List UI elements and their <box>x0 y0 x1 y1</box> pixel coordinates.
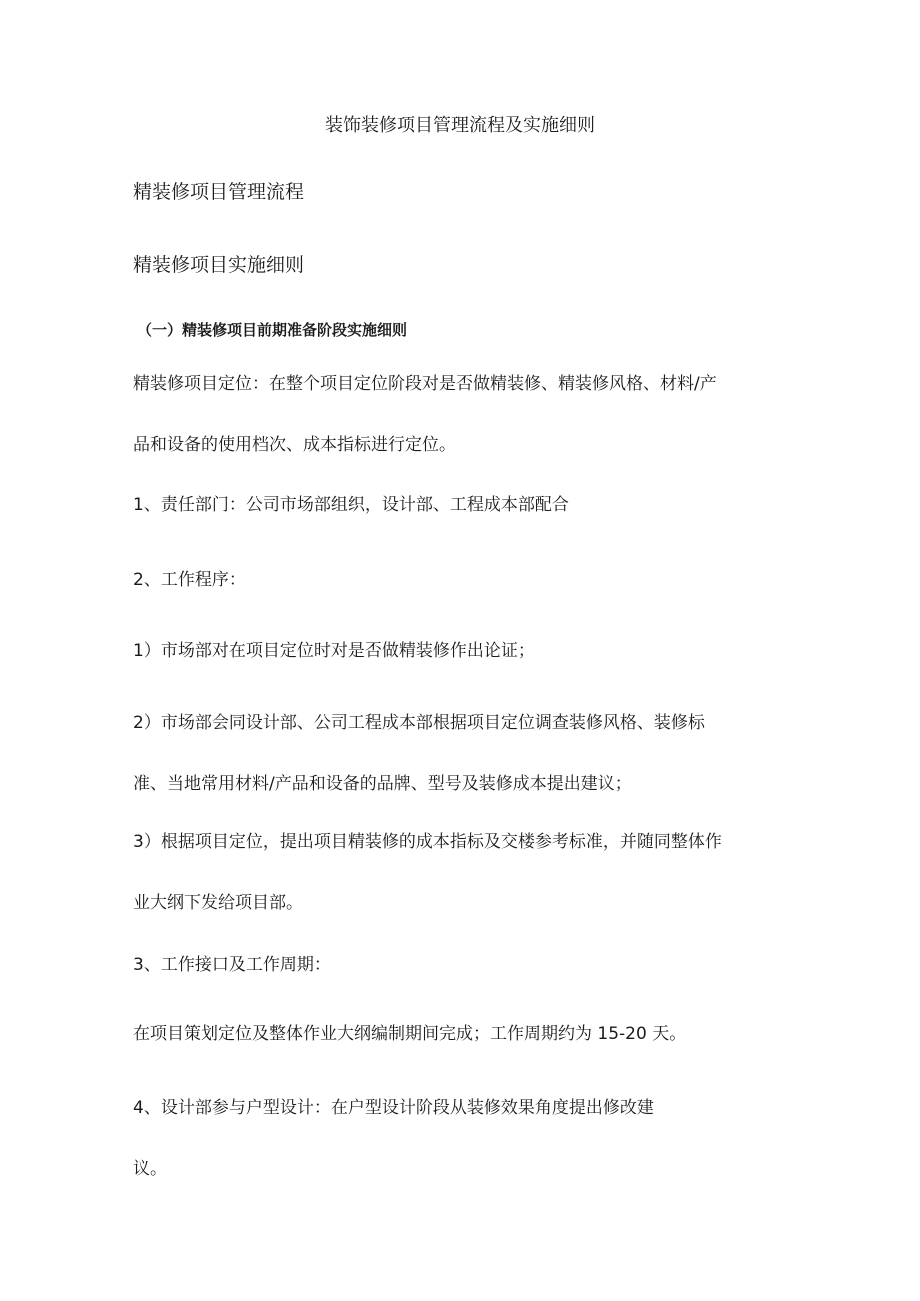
paragraph-line: 精装修项目定位：在整个项目定位阶段对是否做精装修、精装修风格、材料/产 <box>133 374 717 394</box>
paragraph-step-3 <box>133 830 793 915</box>
paragraph-project-positioning <box>133 372 793 457</box>
paragraph-line: 在项目策划定位及整体作业大纲编制期间完成；工作周期约为 15-20 天。 <box>133 1024 687 1044</box>
paragraph-line: 1）市场部对在项目定位时对是否做精装修作出论证； <box>133 641 535 661</box>
paragraph-work-interface <box>133 953 793 977</box>
paragraph-line: 业大纲下发给项目部。 <box>133 893 303 913</box>
paragraph-line: 3）根据项目定位，提出项目精装修的成本指标及交楼参考标准，并随同整体作 <box>133 832 722 852</box>
paragraph-line: 准、当地常用材料/产品和设备的品牌、型号及装修成本提出建议； <box>133 774 632 794</box>
paragraph-line: 3、工作接口及工作周期： <box>133 955 331 975</box>
heading-implementation-rules: 精装修项目实施细则 <box>133 254 305 276</box>
paragraph-work-period <box>133 1022 793 1046</box>
paragraph-line: 2）市场部会同设计部、公司工程成本部根据项目定位调查装修风格、装修标 <box>133 713 705 733</box>
paragraph-line: 议。 <box>133 1159 167 1179</box>
paragraph-work-procedure <box>133 568 793 592</box>
heading-management-process: 精装修项目管理流程 <box>133 181 305 203</box>
section-title: （一）精装修项目前期准备阶段实施细则 <box>137 321 408 339</box>
document-title: 装饰装修项目管理流程及实施细则 <box>325 115 595 136</box>
paragraph-design-participation <box>133 1096 793 1181</box>
paragraph-line: 2、工作程序： <box>133 570 246 590</box>
paragraph-responsible-department <box>133 493 793 517</box>
paragraph-line: 1、责任部门：公司市场部组织，设计部、工程成本部配合 <box>133 495 569 515</box>
paragraph-step-1 <box>133 639 793 663</box>
paragraph-step-2 <box>133 711 793 796</box>
paragraph-line: 4、设计部参与户型设计：在户型设计阶段从装修效果角度提出修改建 <box>133 1098 654 1118</box>
paragraph-line: 品和设备的使用档次、成本指标进行定位。 <box>133 435 456 455</box>
